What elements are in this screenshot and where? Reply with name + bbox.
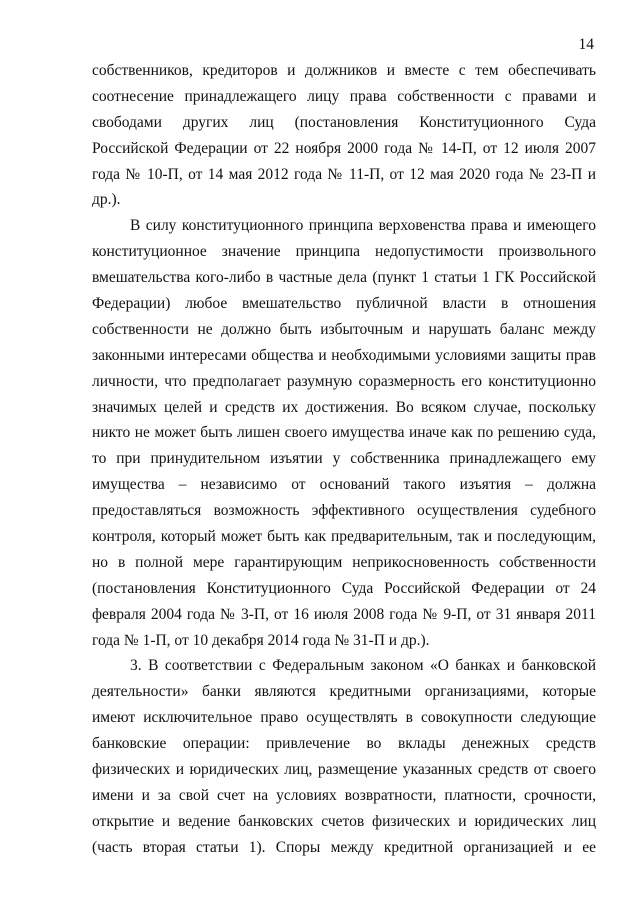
document-body-text — [92, 58, 596, 861]
paragraph-first-line: 3. В соответствии с Федеральным законом «О банках и банковской — [130, 657, 596, 675]
text-line: банковские операции: привлечение во вклады денежных средств — [92, 735, 596, 753]
text-line: физических и юридических лиц, размещение указанных средств от своего — [92, 761, 596, 779]
text-line: (часть вторая статьи 1). Споры между кредитной организацией и ее — [92, 838, 596, 856]
text-line: предоставляться возможность эффективного осуществления судебного — [92, 502, 596, 520]
text-line: (постановления Конституционного Суда Российской Федерации от 24 — [92, 579, 596, 597]
paragraph-first-line: В силу конституционного принципа верховенства права и имеющего — [130, 217, 596, 235]
text-line: февраля 2004 года № 3-П, от 16 июля 2008 года № 9-П, от 31 января 2011 — [92, 605, 596, 623]
text-line: имеют исключительное право осуществлять в совокупности следующие — [92, 709, 596, 727]
text-line: деятельности» банки являются кредитными организациями, которые — [92, 683, 596, 701]
text-line: личности, что предполагает разумную соразмерность его конституционно — [92, 372, 596, 390]
text-line: свободами других лиц (постановления Конституционного Суда — [92, 113, 596, 131]
text-line: значимых целей и средств их достижения. Во всяком случае, поскольку — [92, 398, 596, 416]
text-line: но в полной мере гарантирующим неприкосновенность собственности — [92, 553, 596, 571]
text-line: то при принудительном изъятии у собственника принадлежащего ему — [92, 450, 596, 468]
text-line: законными интересами общества и необходимыми условиями защиты прав — [92, 346, 596, 364]
text-line: года № 10-П, от 14 мая 2012 года № 11-П, от 12 мая 2020 года № 23-П и — [92, 165, 596, 183]
text-line: вмешательства кого-либо в частные дела (пункт 1 статьи 1 ГК Российской — [92, 269, 596, 287]
text-line: Федерации) любое вмешательство публичной власти в отношения — [92, 295, 596, 313]
text-line: имущества – независимо от оснований такого изъятия – должна — [92, 476, 596, 494]
text-line: Российской Федерации от 22 ноября 2000 года № 14-П, от 12 июля 2007 — [92, 139, 596, 157]
text-line: др.). — [92, 191, 121, 209]
text-line: соотнесение принадлежащего лицу права собственности с правами и — [92, 87, 596, 105]
text-line: собственности не должно быть избыточным и нарушать баланс между — [92, 320, 596, 338]
text-line: имени и за свой счет на условиях возвратности, платности, срочности, — [92, 786, 596, 804]
text-line: открытие и ведение банковских счетов физических и юридических лиц — [92, 812, 596, 830]
page-number: 14 — [578, 36, 594, 53]
text-line: контроля, который может быть как предварительным, так и последующим, — [92, 528, 596, 546]
text-line: никто не может быть лишен своего имущества иначе как по решению суда, — [92, 424, 596, 442]
text-line: конституционное значение принципа недопустимости произвольного — [92, 243, 596, 261]
text-line: собственников, кредиторов и должников и вместе с тем обеспечивать — [92, 62, 596, 79]
text-line: года № 1-П, от 10 декабря 2014 года № 31-П и др.). — [92, 631, 430, 649]
